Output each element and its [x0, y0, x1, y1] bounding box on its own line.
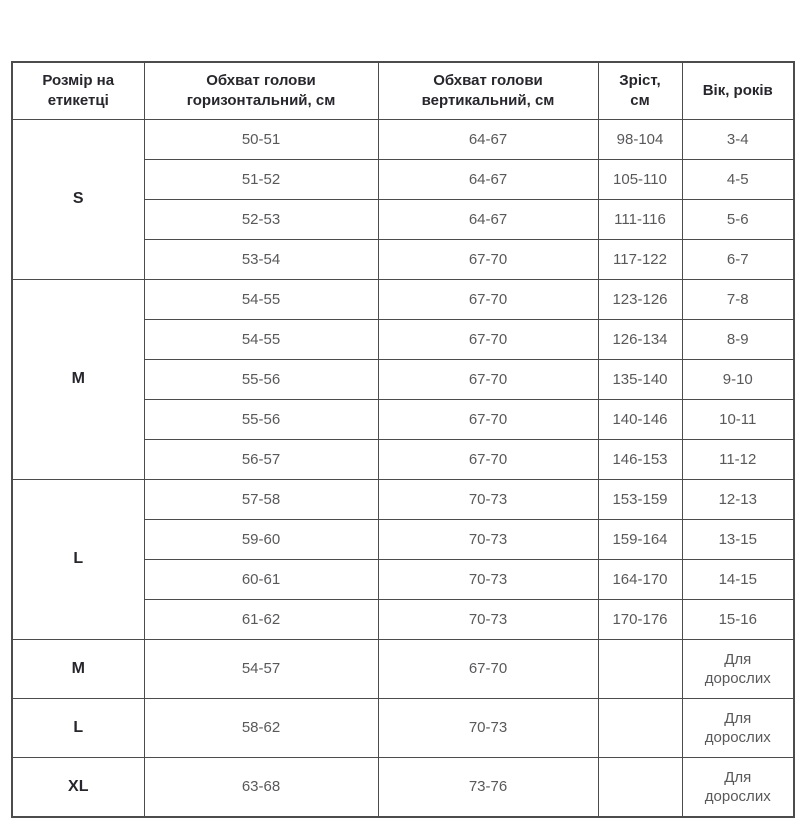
table-cell: 9-10 [682, 360, 794, 400]
table-cell: 54-55 [144, 280, 378, 320]
table-cell: 55-56 [144, 400, 378, 440]
size-label-cell: M [12, 640, 144, 699]
column-header-head-vertical: Обхват голови вертикальний, см [378, 62, 598, 120]
size-chart-table [11, 61, 795, 818]
table-cell: Для дорослих [682, 640, 794, 699]
table-cell: 67-70 [378, 440, 598, 480]
table-cell: 126-134 [598, 320, 682, 360]
table-row [12, 480, 794, 520]
table-cell: 56-57 [144, 440, 378, 480]
table-cell: 55-56 [144, 360, 378, 400]
table-cell: 170-176 [598, 600, 682, 640]
size-label-cell: S [12, 120, 144, 280]
table-cell: 70-73 [378, 699, 598, 758]
table-cell: 64-67 [378, 200, 598, 240]
table-cell: 140-146 [598, 400, 682, 440]
table-cell: 70-73 [378, 600, 598, 640]
table-cell: 59-60 [144, 520, 378, 560]
table-cell: 135-140 [598, 360, 682, 400]
table-cell: 111-116 [598, 200, 682, 240]
table-cell: 67-70 [378, 240, 598, 280]
table-cell: 5-6 [682, 200, 794, 240]
table-row [12, 120, 794, 160]
table-cell: 67-70 [378, 280, 598, 320]
column-header-height: Зріст, см [598, 62, 682, 120]
table-cell: 146-153 [598, 440, 682, 480]
table-cell: 14-15 [682, 560, 794, 600]
table-row [12, 280, 794, 320]
table-cell: 67-70 [378, 320, 598, 360]
table-cell: 64-67 [378, 160, 598, 200]
size-label-cell: L [12, 480, 144, 640]
size-label-cell: M [12, 280, 144, 480]
table-cell: 6-7 [682, 240, 794, 280]
table-cell: 164-170 [598, 560, 682, 600]
table-cell [598, 758, 682, 818]
table-cell: 4-5 [682, 160, 794, 200]
table-cell: 51-52 [144, 160, 378, 200]
table-cell: 70-73 [378, 560, 598, 600]
column-header-age: Вік, років [682, 62, 794, 120]
table-cell: 153-159 [598, 480, 682, 520]
table-cell: Для дорослих [682, 699, 794, 758]
table-cell: 117-122 [598, 240, 682, 280]
table-cell: 7-8 [682, 280, 794, 320]
table-cell: 54-55 [144, 320, 378, 360]
table-cell: 52-53 [144, 200, 378, 240]
table-cell: 61-62 [144, 600, 378, 640]
size-label-cell: L [12, 699, 144, 758]
table-cell: 10-11 [682, 400, 794, 440]
table-cell: 58-62 [144, 699, 378, 758]
table-cell: 11-12 [682, 440, 794, 480]
table-cell: 53-54 [144, 240, 378, 280]
table-row [12, 699, 794, 758]
table-cell: 67-70 [378, 360, 598, 400]
table-cell: 57-58 [144, 480, 378, 520]
column-header-size-label: Розмір на етикетці [12, 62, 144, 120]
table-row [12, 758, 794, 818]
table-cell: 12-13 [682, 480, 794, 520]
table-cell [598, 699, 682, 758]
table-cell: 15-16 [682, 600, 794, 640]
table-cell: Для дорослих [682, 758, 794, 818]
table-row [12, 640, 794, 699]
table-header [12, 62, 794, 120]
table-cell [598, 640, 682, 699]
table-cell: 50-51 [144, 120, 378, 160]
table-cell: 3-4 [682, 120, 794, 160]
table-cell: 70-73 [378, 480, 598, 520]
table-cell: 98-104 [598, 120, 682, 160]
size-label-cell: XL [12, 758, 144, 818]
table-body [12, 120, 794, 818]
header-row [12, 62, 794, 120]
table-cell: 64-67 [378, 120, 598, 160]
table-cell: 60-61 [144, 560, 378, 600]
table-cell: 123-126 [598, 280, 682, 320]
table-cell: 8-9 [682, 320, 794, 360]
table-cell: 105-110 [598, 160, 682, 200]
table-cell: 73-76 [378, 758, 598, 818]
table-cell: 54-57 [144, 640, 378, 699]
table-cell: 70-73 [378, 520, 598, 560]
table-cell: 63-68 [144, 758, 378, 818]
table-cell: 67-70 [378, 640, 598, 699]
table-cell: 67-70 [378, 400, 598, 440]
column-header-head-horizontal: Обхват голови горизонтальний, см [144, 62, 378, 120]
table-cell: 13-15 [682, 520, 794, 560]
table-cell: 159-164 [598, 520, 682, 560]
